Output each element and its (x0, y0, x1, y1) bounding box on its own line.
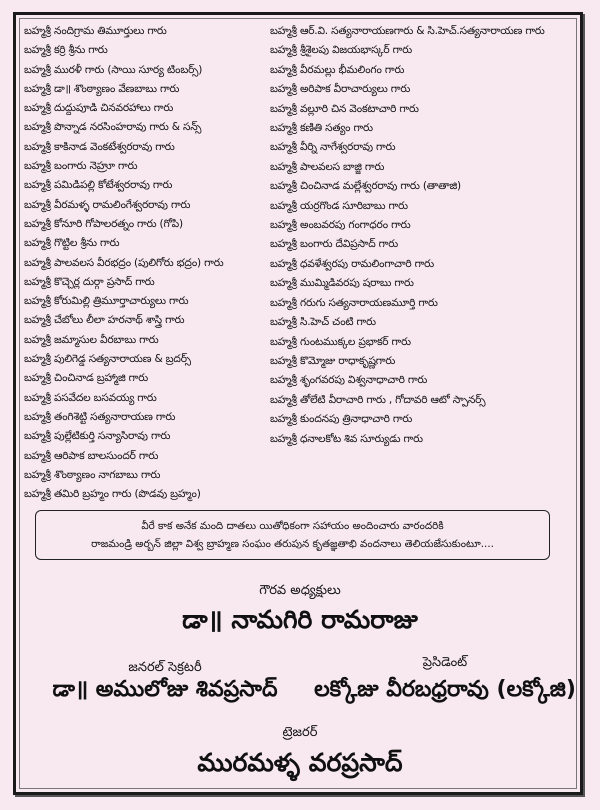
donor-name: బహ్మశ్రీ జమ్మాసుల వీరబాబు గారు (24, 333, 159, 346)
donor-name: బహ్మశ్రీ పసవేదల బసవయ్య గారు (24, 391, 157, 404)
donor-name: బహ్మశ్రీ పుల్లేటికుర్తి సన్యాసిరావు గారు (24, 430, 171, 443)
donor-name: బహ్మశ్రీ పొన్నాడ నరసింహరావు గారు & సన్స్ (24, 121, 202, 134)
donor-name: బహ్మశ్రీ అరిపాక వీరాచార్యులు గారు (270, 83, 411, 96)
donor-name: బహ్మశ్రీ బంగారు దేవిప్రసాద్ గారు (270, 238, 398, 251)
donor-name: బహ్మశ్రీ పాలవలస వీరభద్రం (పులిగోరు భద్రం) గారు (24, 256, 224, 269)
donor-name: బహ్మశ్రీ తమిరి బ్రహ్మం గారు (పొడవు బ్రహ్మం) (24, 488, 201, 501)
president-label: ప్రెసిడెంట్ (422, 655, 468, 670)
donor-name: బహ్మశ్రీ వల్లూరి చిన వెంకటాచారి గారు (270, 102, 419, 115)
donor-name: బహ్మశ్రీ ధవళేశ్వరపు రామలింగాచారి గారు (270, 257, 434, 270)
donor-name: బహ్మశ్రీ డా॥ శొంఠ్యాణం వేణబాబు గారు (24, 82, 180, 95)
donor-list (24, 22, 584, 502)
donor-name: బహ్మశ్రీ చేబోలు లీలా హరనాథ్ శాస్త్రి గారు (24, 314, 185, 327)
donor-name: బహ్మశ్రీ నందిగ్రామ తిమూర్తులు గారు (24, 25, 167, 37)
honorary-president-name: డా॥ నామగిరి రామరాజు (182, 605, 418, 634)
donor-name: బహ్మశ్రీ వీర్ని నాగేశ్వరరావు గారు (270, 141, 396, 154)
treasurer-label: ట్రెజరర్ (282, 725, 318, 740)
donor-name: బహ్మశ్రీ కొమ్మోజు రాధాకృష్ణగారు (270, 354, 396, 367)
donor-name: బహ్మశ్రీ గరుగు సత్యనారాయణమూర్తి గారు (270, 296, 438, 309)
donor-name: బహ్మశ్రీ గొట్టిల శ్రీను గారు (24, 237, 120, 250)
donor-name: బహ్మశ్రీ తంగిశెట్టి సత్యనారాయణ గారు (24, 410, 176, 423)
donor-name: బహ్మశ్రీ శొంఠ్యాణం నాగబాబు గారు (24, 468, 161, 481)
thanks-note-box (35, 510, 550, 560)
donor-name: బహ్మశ్రీ పాలవలస బాజ్జి గారు (270, 160, 385, 173)
president-name: లక్కోజు వీరబధ్రరావు (లక్కోజి) (314, 677, 576, 702)
donor-name: బహ్మశ్రీ ధనాలకోట శివ సూర్యుడు గారు (270, 432, 423, 445)
donor-name: బహ్మశ్రీ కాకినాడ వెంకటేశ్వరరావు గారు (24, 140, 175, 153)
general-secretary-name: డా॥ అములోజు శివప్రసాద్ (52, 677, 278, 702)
general-secretary-label: జనరల్ సెక్రటరీ (128, 660, 202, 675)
donor-name: బహ్మశ్రీ కుందనపు త్రినాధాచారి గారు (270, 413, 413, 426)
donor-column-right (270, 22, 590, 449)
donor-name: బహ్మశ్రీ కణితి సత్యం గారు (270, 122, 373, 135)
donor-name: బహ్మశ్రీ కోనూరి గోపాలరత్నం గారు (గోపి) (24, 217, 183, 230)
donor-name: బహ్మశ్రీ దుద్దుపూడి చినవరహాలు గారు (24, 102, 174, 115)
donor-name: బహ్మశ్రీ పమిడిపల్లి కోటేశ్వరరావు గారు (24, 179, 173, 192)
thanks-note-line-1: వీరే కాక అనేక మంది దాతలు యితోధికంగా సహాయం అందించారు వారందరికి (141, 520, 444, 532)
thanks-note-line-2: రాజమండ్రి అర్బన్ జిల్లా విశ్వ బ్రాహ్మణ సంఘం తరుపున కృతజ్ఞతాభి వందనాలు తెలియజేసుకుంటూ.... (91, 538, 494, 550)
donor-name: బహ్మశ్రీ చించినాడ మల్లేశ్వరరావు గారు (తాతాజి) (270, 180, 461, 193)
donor-column-left (24, 22, 264, 504)
donor-name: బహ్మశ్రీ కోరుమిల్లి త్రిమూర్తాచార్యులు గారు (24, 295, 189, 308)
donor-name: బహ్మశ్రీ కర్రి శ్రీను గారు (24, 44, 108, 57)
donor-name: బహ్మశ్రీ శృంగవరపు విశ్వనాధాచారి గారు (270, 374, 428, 387)
donor-name: బహ్మశ్రీ ఆర్.వి. సత్యనారాయణగారు & సి.హెచ్.సత్యనారాయణ గారు (270, 25, 545, 37)
donor-name: బహ్మశ్రీ అంబవరపు గంగాధరం గారు (270, 219, 411, 232)
donor-name: బహ్మశ్రీ గుంటముక్కల ప్రభాకర్ గారు (270, 335, 411, 348)
donor-name: బహ్మశ్రీ మురళీ గారు (సాయి సూర్య టింబర్స్) (24, 63, 203, 76)
donor-name: బహ్మశ్రీ చించినాడ బ్రహ్మాజి గారు (24, 372, 148, 385)
donor-name: బహ్మశ్రీ కొచ్చెర్ల దుర్గా ప్రసాద్ గారు (24, 275, 155, 288)
donor-name: బహ్మశ్రీ బంగారు నెహ్రూ గారు (24, 160, 138, 173)
donor-name: బహ్మశ్రీ ఆరిపాక బాలసుందర్ గారు (24, 449, 159, 462)
donor-name: బహ్మశ్రీ శ్రీశైలపు విజయభాస్కర్ గారు (270, 44, 412, 57)
donor-name: బహ్మశ్రీ వీరమల్లు భీమలింగం గారు (270, 63, 405, 76)
honorary-president-label: గౌరవ అధ్యక్షులు (259, 583, 341, 598)
donor-name: బహ్మశ్రీ ముమ్మిడివరపు షరాబు గారు (270, 277, 414, 290)
donor-name: బహ్మశ్రీ యర్రగొండ సూరిబాబు గారు (270, 199, 408, 212)
treasurer-name: మురమళ్ళ వరప్రసాద్ (197, 748, 403, 777)
donor-name: బహ్మశ్రీ వీరమళ్ళ రామలింగేశ్వరరావు గారు (24, 198, 191, 211)
donor-name: బహ్మశ్రీ సి.హెచ్ చంటి గారు (270, 316, 376, 329)
donor-name: బహ్మశ్రీ తోలేటి వీరాచారి గారు , గోదావరి ఆటో స్పానర్స్ (270, 393, 486, 406)
donor-name: బహ్మశ్రీ పులిగెడ్డ సత్యనారాయణ & బ్రదర్స్ (24, 353, 191, 366)
